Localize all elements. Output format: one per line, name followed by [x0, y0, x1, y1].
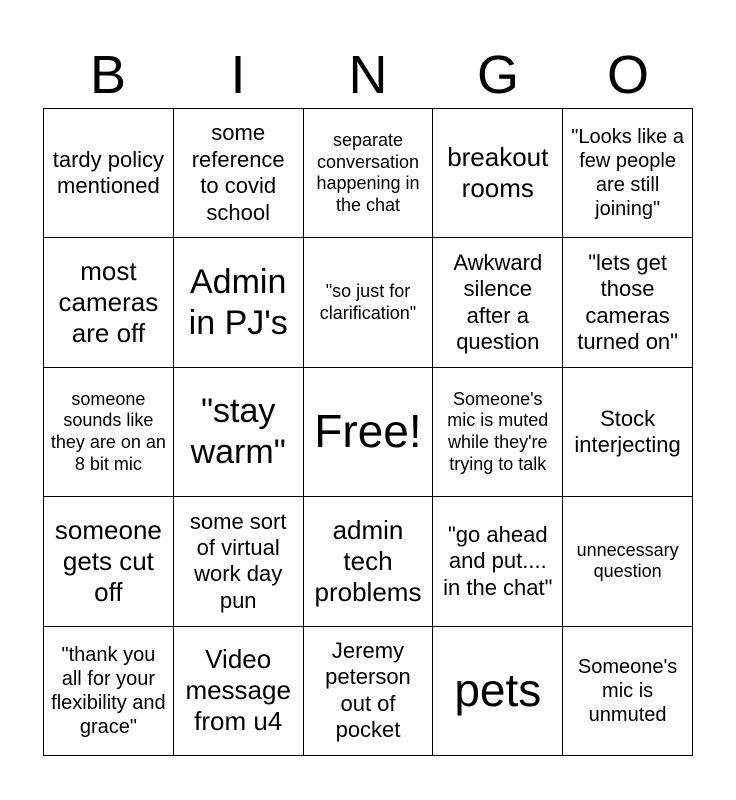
cell-text: Admin in PJ's — [188, 262, 288, 342]
bingo-cell[interactable] — [563, 238, 693, 367]
cell-text: pets — [454, 664, 542, 717]
cell-text: "Looks like a few people are still joining" — [571, 126, 684, 221]
cell-text: Free! — [314, 405, 422, 458]
cell-text: "go ahead and put.... in the chat" — [443, 521, 553, 600]
cell-text: breakout rooms — [447, 142, 549, 204]
bingo-cell[interactable] — [433, 109, 563, 238]
cell-text: some sort of virtual work day pun — [189, 508, 287, 613]
cell-text: Stock interjecting — [574, 405, 681, 457]
cell-text: admin tech problems — [314, 514, 422, 607]
bingo-header — [43, 42, 693, 108]
bingo-cell[interactable] — [174, 238, 304, 367]
bingo-cell[interactable] — [44, 238, 174, 367]
header-letter-b: B — [89, 45, 127, 105]
header-letter-i: I — [230, 45, 246, 105]
bingo-cell[interactable] — [433, 238, 563, 367]
bingo-cell[interactable] — [304, 238, 434, 367]
cell-text: Someone's mic is unmuted — [577, 655, 678, 726]
bingo-board — [43, 108, 693, 756]
bingo-cell[interactable] — [304, 109, 434, 238]
bingo-cell[interactable] — [433, 627, 563, 756]
cell-text: some reference to covid school — [191, 120, 285, 225]
bingo-cell[interactable] — [44, 368, 174, 497]
bingo-cell[interactable] — [433, 368, 563, 497]
cell-text: Video message from u4 — [185, 644, 291, 737]
header-letter-o: O — [606, 45, 649, 105]
cell-text: Jeremy peterson out of pocket — [325, 638, 411, 743]
bingo-cell[interactable] — [44, 109, 174, 238]
bingo-cell[interactable] — [563, 109, 693, 238]
cell-text: someone sounds like they are on an 8 bit mic — [50, 388, 166, 474]
bingo-cell[interactable] — [563, 368, 693, 497]
bingo-cell-free-space[interactable] — [304, 368, 434, 497]
bingo-cell[interactable] — [304, 627, 434, 756]
cell-text: tardy policy mentioned — [52, 146, 165, 199]
bingo-cell[interactable] — [174, 627, 304, 756]
header-letter-g: G — [476, 45, 519, 105]
cell-text: most cameras are off — [58, 255, 159, 349]
cell-text: someone gets cut off — [54, 514, 162, 607]
cell-text: Someone's mic is muted while they're trying to talk — [447, 388, 549, 474]
bingo-cell[interactable] — [44, 497, 174, 626]
cell-text: Awkward silence after a question — [453, 249, 543, 354]
bingo-cell[interactable] — [563, 627, 693, 756]
bingo-cell[interactable] — [563, 497, 693, 626]
cell-text: "thank you all for your flexibility and grace" — [51, 643, 166, 738]
cell-text: "stay warm" — [190, 392, 286, 471]
bingo-cell[interactable] — [174, 109, 304, 238]
bingo-cell[interactable] — [44, 627, 174, 756]
bingo-cell[interactable] — [174, 368, 304, 497]
bingo-cell[interactable] — [174, 497, 304, 626]
cell-text: separate conversation happening in the chat — [316, 130, 420, 215]
cell-text: "so just for clarification" — [319, 281, 417, 323]
cell-text: unnecessary question — [576, 539, 679, 582]
header-letter-n: N — [348, 45, 388, 105]
cell-text: "lets get those cameras turned on" — [577, 249, 678, 354]
bingo-cell[interactable] — [304, 497, 434, 626]
bingo-cell[interactable] — [433, 497, 563, 626]
